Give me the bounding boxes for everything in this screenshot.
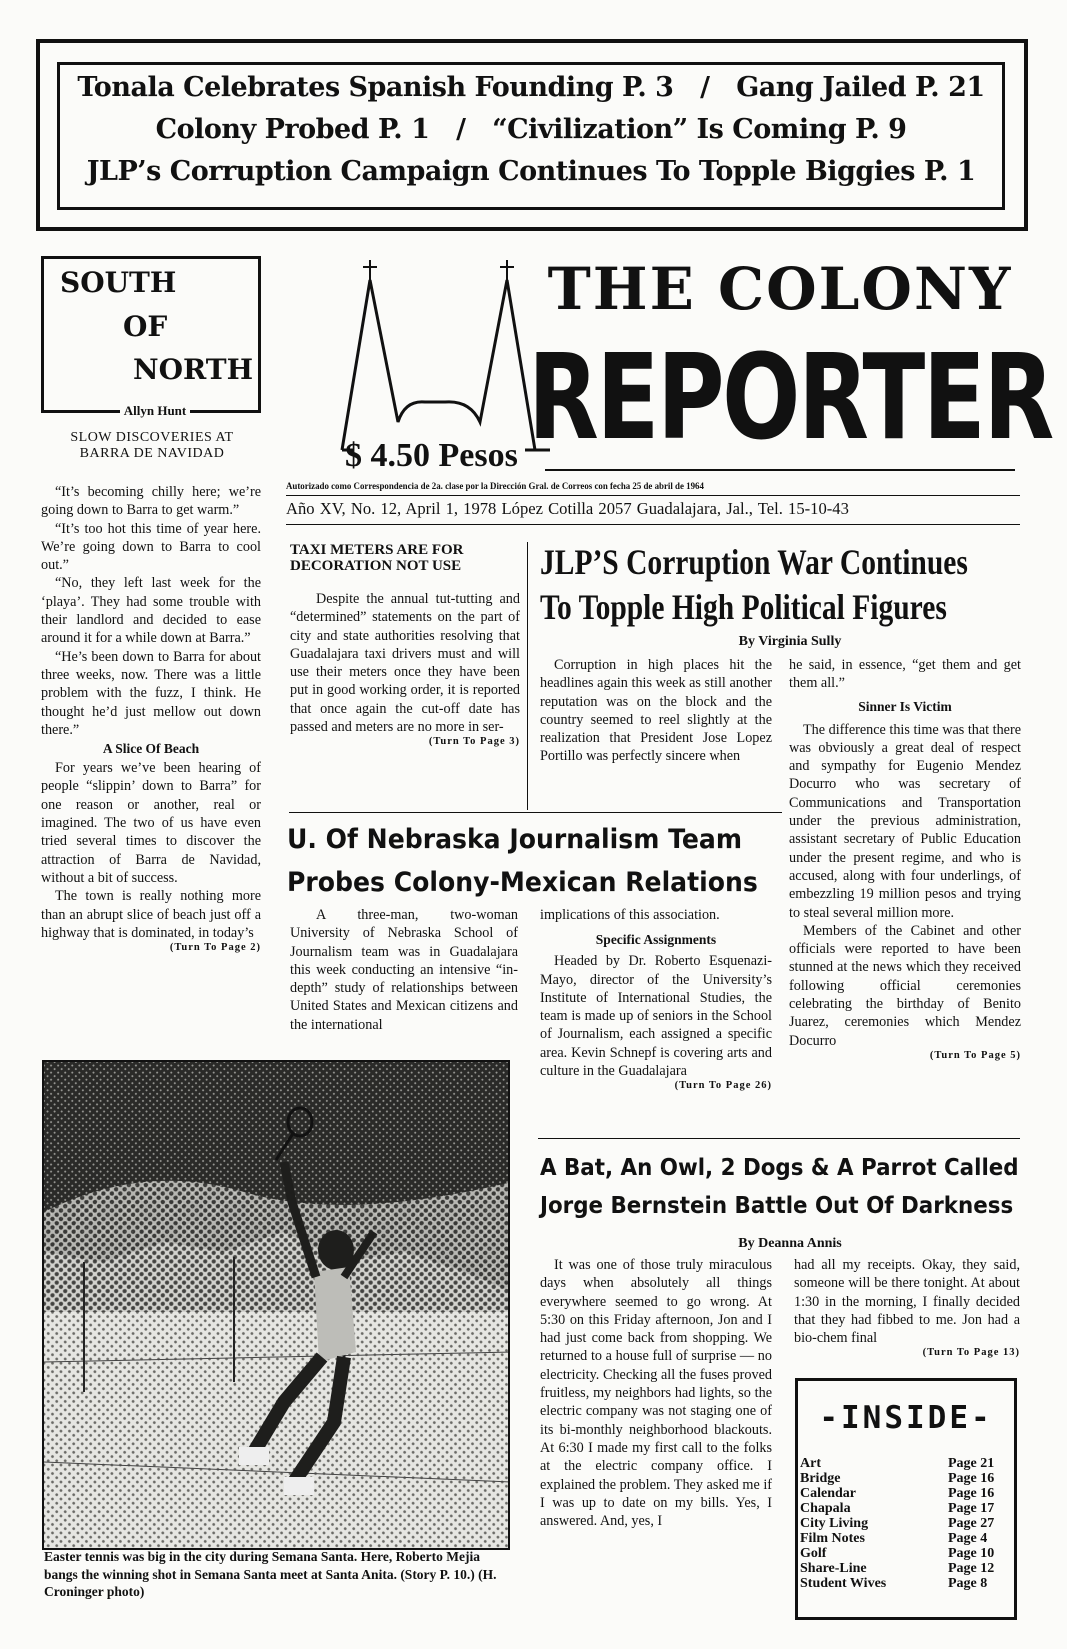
turn-to-page-link[interactable]: (Turn To Page 2) (169, 942, 261, 954)
inside-title: -INSIDE- (819, 1400, 993, 1436)
column-title-south: SOUTH (60, 266, 177, 299)
inside-item-page: Page 12 (948, 1561, 995, 1576)
inside-item-page: Page 8 (948, 1576, 988, 1591)
paragraph: For years we’ve been hearing of people “slippin’ down to Barra” for one reason or another, real or imagined. The two of us have even tried several times to discover the attraction of Barra de Navidad, without a bit of success. (41, 760, 261, 886)
photo-caption: Easter tennis was big in the city during Semana Santa. Here, Roberto Mejia bangs the winning shot in Semana Santa meet at Santa Anita. (Story P. 10.) (H. Croninger photo) (44, 1549, 497, 1599)
postal-authorization: Autorizado como Correspondencia de 2a. clase por la Dirección Gral. de Correos con fecha 25 de abril de 1964 (286, 481, 704, 491)
inside-item-label: Bridge (800, 1471, 841, 1486)
south-of-north-headline[interactable]: SLOW DISCOVERIES AT BARRA DE NAVIDAD (70, 430, 234, 461)
jlp-byline: By Virginia Sully (738, 634, 842, 649)
turn-to-page-link[interactable]: (Turn To Page 5) (929, 1049, 1021, 1061)
inside-item[interactable] (800, 1487, 1008, 1502)
paragraph: Despite the annual tut-tutting and “determined” statements on the part of city and state authorities resolving that Guadalajara taxi drivers must and will use their meters once they have been put in good working order, it is reported that once again the cut-off date has passed and meters are no more in ser- (290, 591, 520, 736)
inside-item-label: Calendar (800, 1486, 856, 1501)
teaser-gang[interactable]: Gang Jailed P. 21 (736, 72, 985, 103)
inside-item-label: Student Wives (800, 1576, 887, 1591)
inside-item-page: Page 16 (948, 1471, 995, 1486)
jlp-column-1 (540, 656, 772, 766)
inside-item-page: Page 10 (948, 1546, 995, 1561)
teaser-tonala[interactable]: Tonala Celebrates Spanish Founding P. 3 (77, 72, 674, 103)
paragraph: The difference this time was that there was obviously a great deal of respect and sympathy for Eugenio Mendez Docurro who was secretary of Communications and Transportation under the previous administration, assistant secretary of Public Education under the present regime, and who is accused, along with four underlings, of embezzling 19 million pesos and trying to steal several million more. (789, 721, 1021, 921)
paragraph: Members of the Cabinet and other officials were reported to have been stunned at the news which they received following official ceremonies celebrating the birthday of Benito Juarez, ceremonies which Mendez Docurro (789, 922, 1021, 1049)
teaser-line-1 (57, 72, 1005, 103)
inside-item[interactable] (800, 1502, 1008, 1517)
turn-to-page-link[interactable]: (Turn To Page 26) (674, 1080, 772, 1092)
masthead-rule (545, 469, 1015, 471)
inside-item[interactable] (800, 1517, 1008, 1532)
nebraska-headline-line-1[interactable]: U. Of Nebraska Journalism Team (287, 824, 743, 855)
teaser-separator: / (456, 114, 466, 145)
turn-to-page-link[interactable]: (Turn To Page 13) (922, 1347, 1020, 1359)
section-rule (538, 1138, 1020, 1139)
paragraph: implications of this association. (540, 907, 720, 923)
jlp-column-2 (789, 656, 1021, 1061)
teaser-line-2 (57, 114, 1005, 145)
teaser-colony-probed[interactable]: Colony Probed P. 1 (155, 114, 430, 145)
tennis-photo-illustration (44, 1062, 510, 1550)
section-rule (289, 812, 782, 813)
dateline-rule-bottom (286, 524, 1020, 525)
column-author: Allyn Hunt (123, 403, 187, 418)
bat-headline-line-2[interactable]: Jorge Bernstein Battle Out Of Darkness (540, 1193, 1014, 1219)
teaser-separator: / (700, 72, 710, 103)
column-title-north: NORTH (133, 353, 254, 386)
paragraph: had all my receipts. Okay, they said, someone will be there tonight. At about 1:30 in the morning, I finally decided that they had fibbed to me. Jon had a bio-chem final (794, 1257, 1020, 1347)
bat-column-1 (540, 1256, 772, 1530)
inside-item[interactable] (800, 1472, 1008, 1487)
paragraph: Corruption in high places hit the headlines again this week as still another reputation was on the block and the country seemed to reel slightly at the realization that President Jose Lopez Portillo was perfectly sincere when (540, 657, 772, 765)
inside-item-page: Page 27 (948, 1516, 995, 1531)
inside-item[interactable] (800, 1532, 1008, 1547)
inside-item[interactable] (800, 1457, 1008, 1472)
jlp-headline-line-2[interactable]: To Topple High Political Figures (540, 587, 947, 627)
taxi-headline[interactable]: TAXI METERS ARE FOR DECORATION NOT USE (290, 542, 464, 574)
dateline: Año XV, No. 12, April 1, 1978 López Cotilla 2057 Guadalajara, Jal., Tel. 15-10-43 (286, 499, 849, 518)
tennis-photo (42, 1060, 510, 1550)
inside-item-page: Page 21 (948, 1456, 995, 1471)
column-title-of: OF (123, 310, 168, 343)
inside-item[interactable] (800, 1577, 1008, 1592)
bat-byline: By Deanna Annis (738, 1236, 842, 1251)
jlp-headline-line-1[interactable]: JLP’S Corruption War Continues (540, 542, 968, 582)
turn-to-page-link[interactable]: (Turn To Page 3) (428, 736, 520, 748)
inside-item-label: Film Notes (800, 1531, 865, 1546)
paragraph: Headed by Dr. Roberto Esquenazi-Mayo, director of the University’s Institute of International Studies, the team is made up of seniors in the School of Journalism, each assigned a specific area. Kevin Schnepf is covering arts and culture in the Guadalajara (540, 953, 772, 1080)
subhead: Specific Assignments (595, 932, 717, 948)
masthead-name-line-1: THE COLONY (547, 255, 1013, 323)
column-rule (527, 542, 528, 810)
inside-item-label: Share-Line (800, 1561, 867, 1576)
inside-item-page: Page 16 (948, 1486, 995, 1501)
bat-headline-line-1[interactable]: A Bat, An Owl, 2 Dogs & A Parrot Called (540, 1155, 1019, 1181)
inside-item-label: Art (800, 1456, 821, 1471)
paragraph: A three-man, two-woman University of Nebraska School of Journalism team was in Guadalajara this week conducting an intensive “in-depth” study of relationships between United States and Mexican citizens and the international (290, 907, 518, 1033)
masthead-name-line-2: REPORTER (528, 328, 1053, 466)
inside-item-page: Page 17 (948, 1501, 995, 1516)
inside-item-page: Page 4 (948, 1531, 988, 1546)
teaser-jlp[interactable]: JLP’s Corruption Campaign Continues To Topple Biggies P. 1 (86, 156, 976, 187)
inside-item-label: City Living (800, 1516, 869, 1531)
paragraph: “No, they left last week for the ‘playa’. They had some trouble with their landlord and decided to ease around it for a while down at Barra.” (41, 575, 261, 647)
bat-column-2 (794, 1256, 1020, 1358)
subhead: A Slice Of Beach (102, 741, 200, 757)
nebraska-column-2 (540, 906, 772, 1091)
taxi-body (290, 590, 520, 747)
teaser-civilization[interactable]: “Civilization” Is Coming P. 9 (492, 114, 907, 145)
paragraph: It was one of those truly miraculous days when absolutely all things everywhere seemed to go wrong. At 5:30 on this Friday afternoon, Jon and I had just come back from shopping. We returned to a house full of surprise — no electricity. Checking all the fuses proved fruitless, my neighbors had lights, so the electric company was not staging one of its bi-monthly neighborhood blackouts. At 6:30 I made my first call to the folks at the electric company office. I explained the problem. They asked me if I was up to date on my bills. Yes, I answered. And, yes, I (540, 1257, 772, 1530)
subhead: Sinner Is Victim (858, 698, 952, 714)
paragraph: The town is really nothing more than an abrupt slice of beach just off a highway that is dominated, in today’s (41, 888, 261, 941)
paragraph: “He’s been down to Barra for about three weeks, now. There was a little problem with the fuzz, I think. He thought he’d just mellow out down there.” (41, 648, 261, 738)
paragraph: “It’s becoming chilly here; we’re going down to Barra to get warm.” (41, 484, 261, 519)
south-of-north-body (41, 483, 261, 953)
inside-item[interactable] (800, 1562, 1008, 1577)
nebraska-column-1 (290, 906, 518, 1034)
inside-item-label: Chapala (800, 1501, 851, 1516)
paragraph: “It’s too hot this time of year here. We’re going down to Barra to cool out.” (41, 520, 261, 574)
inside-item-label: Golf (800, 1546, 827, 1561)
paragraph: he said, in essence, “get them and get them all.” (789, 657, 1021, 692)
inside-item[interactable] (800, 1547, 1008, 1562)
nebraska-headline-line-2[interactable]: Probes Colony-Mexican Relations (287, 867, 758, 898)
dateline-rule-top (286, 495, 1020, 496)
price-label: $ 4.50 Pesos (345, 437, 518, 474)
